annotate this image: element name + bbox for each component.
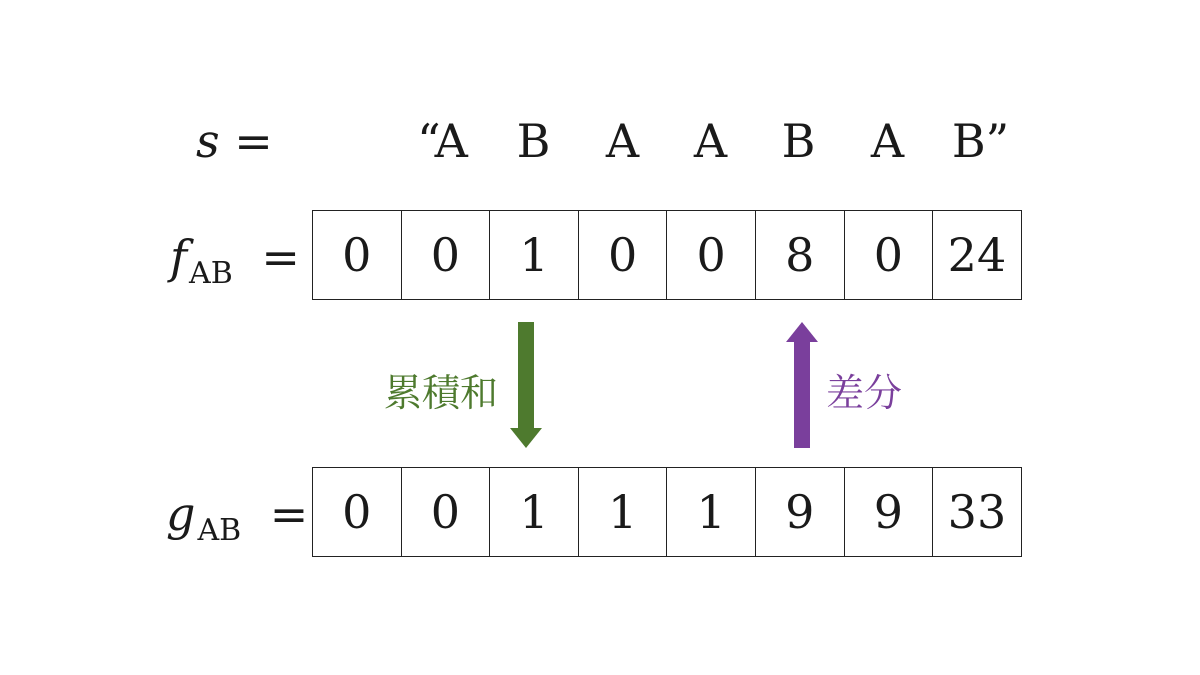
f-cell: 0 bbox=[579, 211, 668, 299]
difference-label: 差分 bbox=[826, 371, 903, 415]
g-cell: 0 bbox=[313, 468, 402, 556]
f-cell: 0 bbox=[402, 211, 491, 299]
f-cell: 0 bbox=[667, 211, 756, 299]
g-label-main: g bbox=[166, 487, 196, 541]
string-char: B bbox=[516, 114, 551, 168]
string-label bbox=[196, 114, 273, 168]
g-cell: 1 bbox=[490, 468, 579, 556]
g-table bbox=[312, 467, 1022, 557]
down-arrow-icon bbox=[506, 320, 546, 450]
g-cell: 1 bbox=[579, 468, 668, 556]
g-cell: 0 bbox=[402, 468, 491, 556]
f-label-sub: AB bbox=[189, 256, 233, 291]
g-cell: 9 bbox=[845, 468, 934, 556]
string-label-text: s = bbox=[196, 114, 273, 168]
g-cell: 9 bbox=[756, 468, 845, 556]
f-label-equals: = bbox=[261, 230, 300, 284]
g-label-sub: AB bbox=[197, 513, 242, 548]
down-arrow-shaft bbox=[518, 322, 534, 432]
string-char: “A bbox=[417, 114, 468, 168]
down-arrow-head bbox=[510, 428, 542, 448]
string-char: A bbox=[870, 114, 905, 168]
f-row-label bbox=[170, 230, 300, 291]
f-cell: 24 bbox=[933, 211, 1022, 299]
string-char: B bbox=[781, 114, 816, 168]
f-cell: 0 bbox=[845, 211, 934, 299]
f-cell: 1 bbox=[490, 211, 579, 299]
g-row-label bbox=[166, 487, 309, 548]
string-char: B” bbox=[951, 114, 1010, 168]
f-table bbox=[312, 210, 1022, 300]
string-char: A bbox=[693, 114, 728, 168]
up-arrow-icon bbox=[782, 320, 822, 450]
g-cell: 33 bbox=[933, 468, 1022, 556]
string-char: A bbox=[605, 114, 640, 168]
cumulative-sum-label: 累積和 bbox=[384, 371, 499, 415]
f-cell: 8 bbox=[756, 211, 845, 299]
f-cell: 0 bbox=[313, 211, 402, 299]
f-label-main: f bbox=[170, 230, 188, 284]
g-cell: 1 bbox=[667, 468, 756, 556]
g-label-equals: = bbox=[269, 487, 309, 541]
up-arrow-shaft bbox=[794, 338, 810, 448]
